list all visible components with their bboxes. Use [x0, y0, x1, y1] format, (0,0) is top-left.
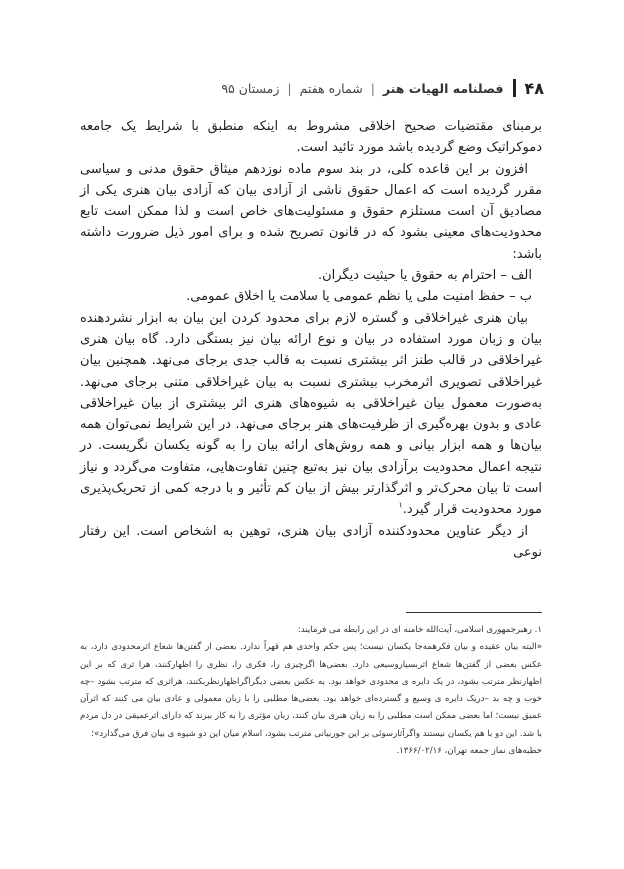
footnote-source: خطبه‌های نماز جمعه تهران، ۱۳۶۶/۰۲/۱۶.: [396, 746, 542, 757]
footnote: [80, 622, 542, 760]
footnote-quote: «البته بیان عقیده و بیان فکرهمه‌جا یکسان نیست؛ پس حکم واحدی هم قهراً ندارد. بعضی از گفتن‌ها شعاع اثرمحدودی دارد، به عکس بعضی از گفتن‌ها شعاع اثربسیاروسیعی دارد. بعضی‌ها اگرچیزی را، فکری را، نظری را اظهارکنند، هرا ثری که بر این اظهارنظر مترتب بشود، در یک دایره ی محدودی خواهد بود. به عکس بعضی دیگراگراظهارنظربکنند، هراثری که مترتب بشود –چه خوب و چه بد –دریک دایره ی وسیع و گسترده‌ای خواهد بود. بعضی‌ها مطلبی را با زبان معمولی و عادی بیان می کنند که اثرآن عمیق نیست؛ اما بعضی ممکن است مطلبی را به زبان هنری بیان کنند، زبان مؤثری را به کار ببرند که دارای اثرعمیقی در دل مردم با شد. این دو با هم یکسان نیستند واگرآثارسوئی بر این جوربیانی مترتب بشود، اسلام میان این دو شیوه ی بیان فرق می‌گذارد»؛: [80, 642, 542, 739]
journal-title: فصلنامه الهیات هنر: [382, 80, 504, 96]
issue-number: شماره هفتم: [299, 80, 363, 96]
paragraph: برمبنای مقتضیات صحیح اخلاقی مشروط به اینکه منطبق با شرایط یک جامعه دموکراتیک وضع گردیده باشد مورد تائید است.: [80, 119, 542, 156]
paragraph: از دیگر عناوین محدودکننده آزادی بیان هنری، توهین به اشخاص است. این رفتار نوعی: [80, 523, 542, 560]
list-item: الف – احترام به حقوق یا حیثیت دیگران.: [317, 268, 532, 284]
footnote-line: ۱. رهبرجمهوری اسلامی، آیت‌الله خامنه ای در این رابطه می فرمایند:: [297, 625, 542, 635]
paragraph: افزون بر این قاعده کلی، در بند سوم ماده نوزدهم میثاق حقوق مدنی و سیاسی مقرر گردیده است که اعمال حقوق ناشی از آزادی بیان که آزادی بیان هنری یکی از مصادیق آن است مستلزم حقوق و مسئولیت‌های خاص است و لذا ممکن است تابع محدودیت‌های معینی بشود که در قانون تصریح شده و برای امور ذیل ضرورت داشته باشد:: [80, 161, 542, 262]
list-item: ب – حفظ امنیت ملی یا نظم عمومی یا سلامت یا اخلاق عمومی.: [186, 289, 532, 305]
body-text: [80, 116, 542, 563]
issue-season: زمستان ۹۵: [221, 80, 280, 96]
footnote-reference[interactable]: ۱: [398, 501, 403, 511]
header-separator: |: [370, 80, 375, 96]
running-header: [80, 76, 544, 100]
header-divider: [513, 79, 516, 97]
header-separator: |: [287, 80, 292, 96]
page-number: ۴۸: [524, 78, 544, 98]
footnote-divider: [406, 612, 542, 613]
paragraph: [80, 308, 542, 521]
paragraph-text: بیان هنری غیراخلاقی و گستره لازم برای محدود کردن این بیان به ابزار نشردهنده بیان و زبان مورد استفاده در بیان و نوع ارائه بیان نیز بستگی دارد. گاه بیان هنری غیراخلاقی در قالب طنز اثر بیشتری نسبت به قالب جدی برجای می‌نهد. همچنین بیان غیراخلاقی تصویری اثرمخرب بیشتری نسبت به بیان غیراخلاقی متنی برجای می‌نهد. به‌صورت معمول بیان غیراخلاقی به شیوه‌های هنری اثر بیشتری از بیان غیراخلاقی عادی و بدون بهره‌گیری از ظرفیت‌های هنر برجای می‌نهد. در این شرایط نمی‌توان همه بیان‌ها و همه ابزار بیانی و همه روش‌های ارائه بیان را به گونه یکسان نگریست. در نتیجه اعمال محدودیت برآزادی بیان نیز به‌تبع چنین تفاوت‌هایی، متفاوت می‌گردد و نیاز است تا بیان محرک‌تر و اثرگذارتر بیش از بیان کم تأثیر و با درجه کمی از تحریک‌پذیری مورد محدودیت قرار گیرد.: [80, 310, 542, 518]
